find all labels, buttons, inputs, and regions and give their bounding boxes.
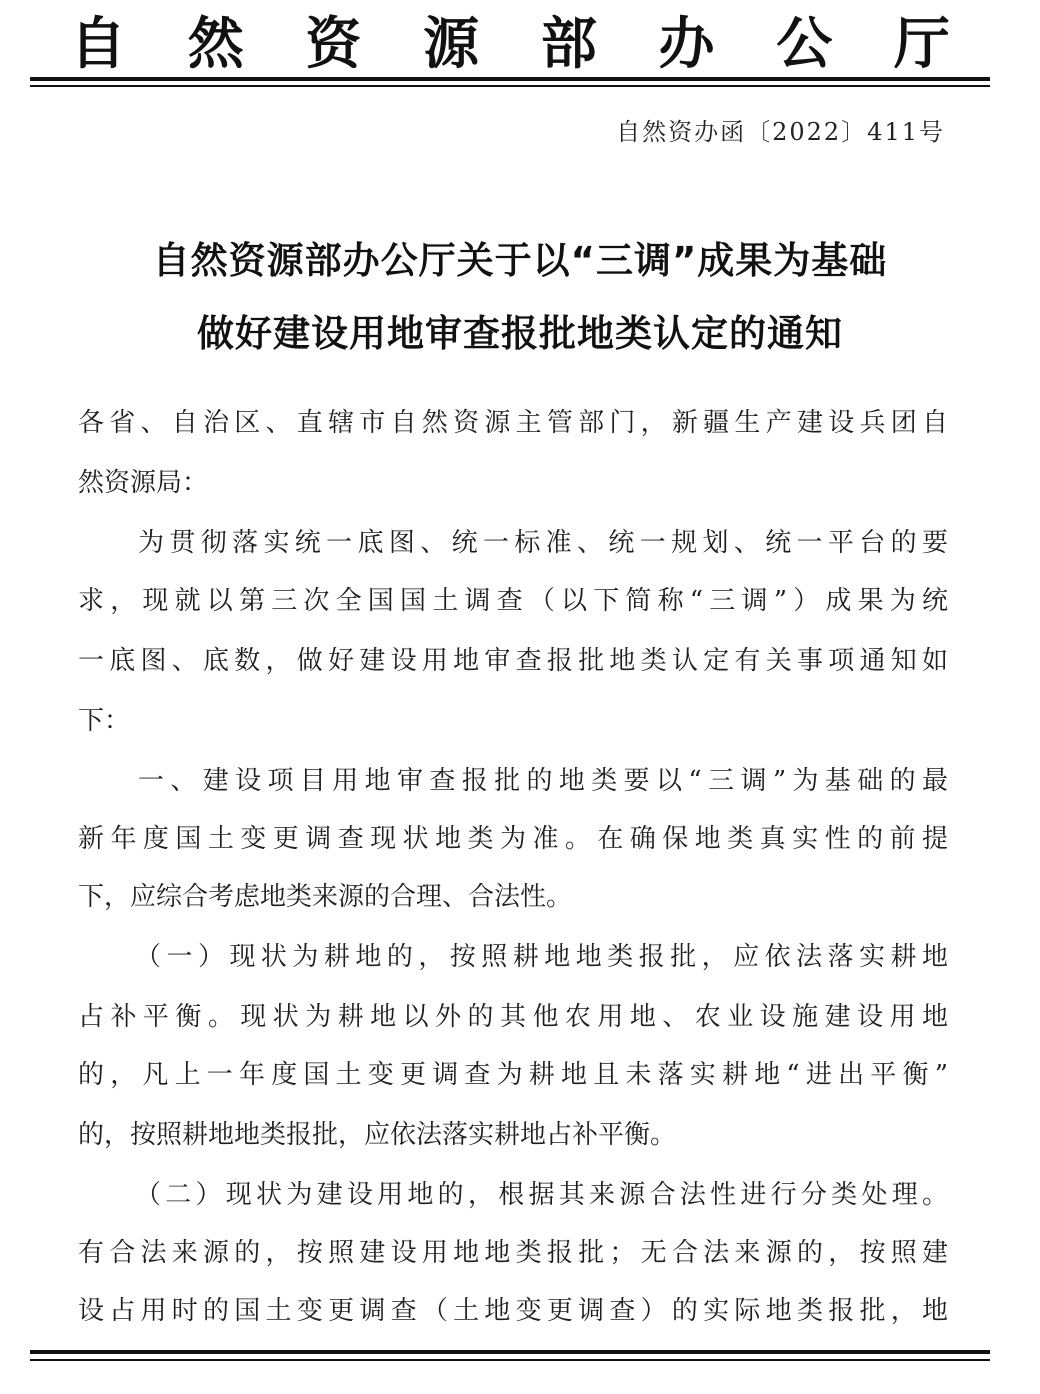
body-line: 下：: [78, 706, 131, 736]
body-line: 为贯彻落实统一底图、统一标准、统一规划、统一平台的要: [138, 528, 948, 558]
document-number: 自然资办函〔2022〕411号: [616, 118, 945, 146]
body-line: 新年度国土变更调查现状地类为准。在确保地类真实性的前提: [78, 824, 948, 854]
header-char: 资: [305, 11, 362, 77]
body-line: 求，现就以第三次全国国土调查（以下简称“三调”）成果为统: [78, 586, 948, 616]
body-line: 然资源局：: [78, 468, 209, 498]
body-line: 有合法来源的，按照建设用地地类报批；无合法来源的，按照建: [78, 1238, 948, 1268]
header-char: 厅: [893, 11, 950, 77]
body-line: （二）现状为建设用地的，根据其来源合法性进行分类处理。: [135, 1180, 948, 1210]
header-char: 源: [423, 11, 480, 77]
footer-rule-thin: [30, 1359, 990, 1361]
header-char: 然: [187, 11, 244, 77]
footer-rule-thick: [30, 1350, 990, 1354]
body-line: 占补平衡。现状为耕地以外的其他农用地、农业设施建设用地: [78, 1002, 948, 1032]
header-char: 部: [540, 11, 597, 77]
issuing-authority-header: [70, 5, 950, 75]
body-line: 各省、自治区、直辖市自然资源主管部门，新疆生产建设兵团自: [78, 408, 948, 438]
header-char: 公: [776, 11, 833, 77]
body-line: 一底图、底数，做好建设用地审查报批地类认定有关事项通知如: [78, 646, 948, 676]
header-char: 自: [70, 11, 126, 77]
header-rule-thin: [30, 85, 990, 87]
document-title-line-2: 做好建设用地审查报批地类认定的通知: [197, 312, 843, 355]
document-title-line-1: 自然资源部办公厅关于以“三调”成果为基础: [152, 239, 888, 282]
header-rule-thick: [30, 77, 990, 81]
body-line: 的，按照耕地地类报批，应依法落实耕地占补平衡。: [78, 1120, 677, 1150]
header-char: 办: [658, 11, 715, 77]
body-line: （一）现状为耕地的，按照耕地地类报批，应依法落实耕地: [135, 942, 948, 972]
body-line: 一、建设项目用地审查报批的地类要以“三调”为基础的最: [138, 766, 948, 796]
body-line: 设占用时的国土变更调查（土地变更调查）的实际地类报批，地: [78, 1296, 948, 1326]
body-line: 的，凡上一年度国土变更调查为耕地且未落实耕地“进出平衡”: [78, 1060, 948, 1090]
body-line: 下，应综合考虑地类来源的合理、合法性。: [78, 882, 573, 912]
